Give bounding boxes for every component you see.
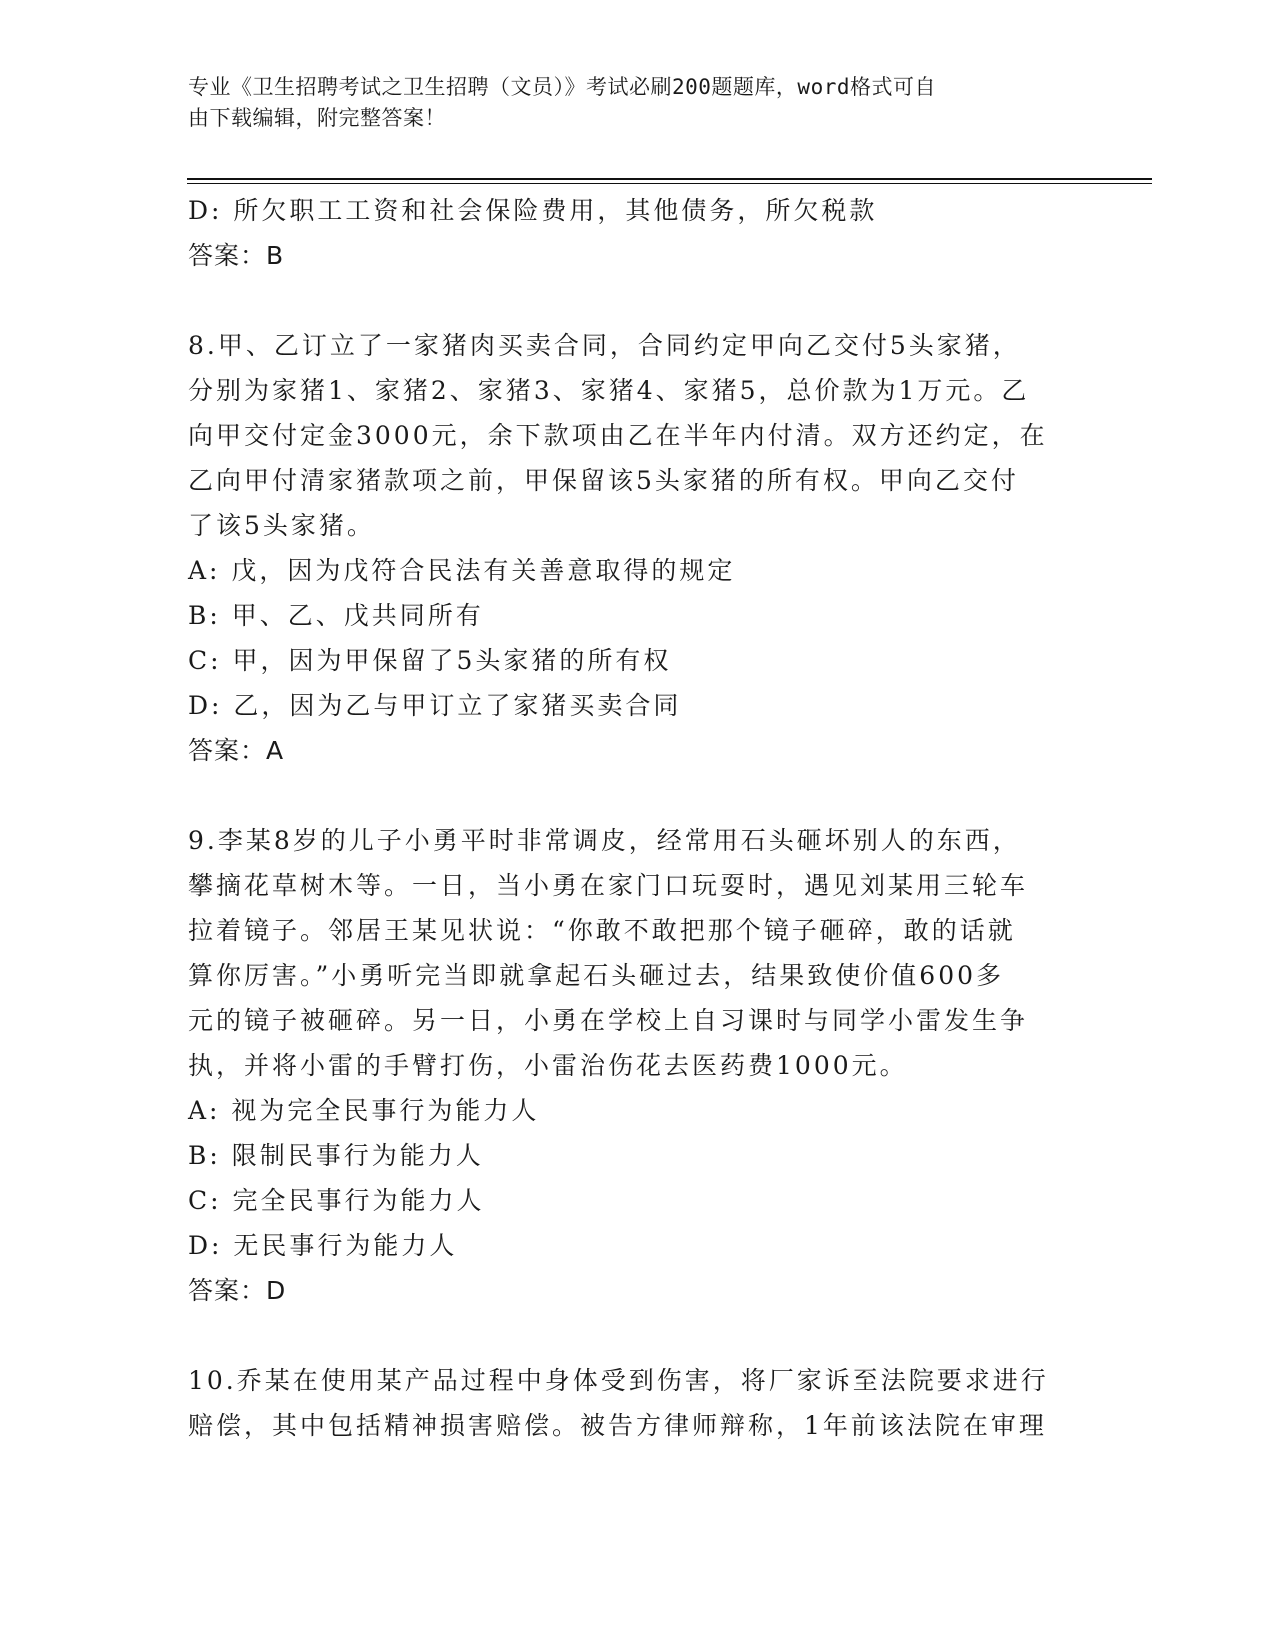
- q9-option-a: A: 视为完全民事行为能力人: [188, 1096, 540, 1125]
- q9-option-b: B: 限制民事行为能力人: [188, 1141, 484, 1170]
- spacer: [188, 1313, 1078, 1358]
- document-body: [188, 188, 1078, 1448]
- question-9: [188, 818, 1078, 1313]
- q7-option-d: D: 所欠职工工资和社会保险费用，其他债务，所欠税款: [188, 196, 878, 225]
- spacer: [188, 278, 1078, 323]
- q9-stem-line: 执，并将小雷的手臂打伤，小雷治伤花去医药费1000元。: [188, 1051, 908, 1080]
- q8-option-b: B: 甲、乙、戊共同所有: [188, 601, 484, 630]
- q8-option-a: A: 戊，因为戊符合民法有关善意取得的规定: [188, 556, 736, 585]
- header-line-1: 专业《卫生招聘考试之卫生招聘（文员）》考试必刷200题题库，word格式可自: [188, 75, 936, 99]
- header-line-2: 由下载编辑，附完整答案！: [188, 106, 446, 130]
- q8-stem-line: 向甲交付定金3000元，余下款项由乙在半年内付清。双方还约定，在: [188, 421, 1048, 450]
- q8-option-d: D: 乙，因为乙与甲订立了家猪买卖合同: [188, 691, 682, 720]
- q9-stem-line: 拉着镜子。邻居王某见状说：“你敢不敢把那个镜子砸碎，敢的话就: [188, 916, 1016, 945]
- header-rule-thick: [187, 178, 1152, 180]
- q9-answer: 答案：D: [188, 1276, 287, 1305]
- q9-stem-line: 9.李某8岁的儿子小勇平时非常调皮，经常用石头砸坏别人的东西，: [188, 826, 1021, 855]
- q8-answer: 答案：A: [188, 736, 285, 765]
- q10-stem-line: 10.乔某在使用某产品过程中身体受到伤害，将厂家诉至法院要求进行: [188, 1366, 1049, 1395]
- q9-option-c: C: 完全民事行为能力人: [188, 1186, 485, 1215]
- q8-stem-line: 8.甲、乙订立了一家猪肉买卖合同，合同约定甲向乙交付5头家猪，: [188, 331, 1021, 360]
- q8-stem-line: 分别为家猪1、家猪2、家猪3、家猪4、家猪5，总价款为1万元。乙: [188, 376, 1030, 405]
- question-7-tail: [188, 188, 1078, 278]
- q8-stem-line: 了该5头家猪。: [188, 511, 375, 540]
- q8-option-c: C: 甲，因为甲保留了5头家猪的所有权: [188, 646, 672, 675]
- q9-option-d: D: 无民事行为能力人: [188, 1231, 458, 1260]
- q9-stem-line: 元的镜子被砸碎。另一日，小勇在学校上自习课时与同学小雷发生争: [188, 1006, 1029, 1035]
- q9-stem-line: 算你厉害。”小勇听完当即就拿起石头砸过去，结果致使价值600多: [188, 961, 1005, 990]
- question-8: [188, 323, 1078, 773]
- q9-stem-line: 攀摘花草树木等。一日，当小勇在家门口玩耍时，遇见刘某用三轮车: [188, 871, 1029, 900]
- page-header: [188, 72, 1068, 134]
- q7-answer: 答案：B: [188, 241, 285, 270]
- q10-stem-line: 赔偿，其中包括精神损害赔偿。被告方律师辩称，1年前该法院在审理: [188, 1411, 1047, 1440]
- spacer: [188, 773, 1078, 818]
- question-10: [188, 1358, 1078, 1448]
- q8-stem-line: 乙向甲付清家猪款项之前，甲保留该5头家猪的所有权。甲向乙交付: [188, 466, 1019, 495]
- header-rule-thin: [187, 183, 1152, 184]
